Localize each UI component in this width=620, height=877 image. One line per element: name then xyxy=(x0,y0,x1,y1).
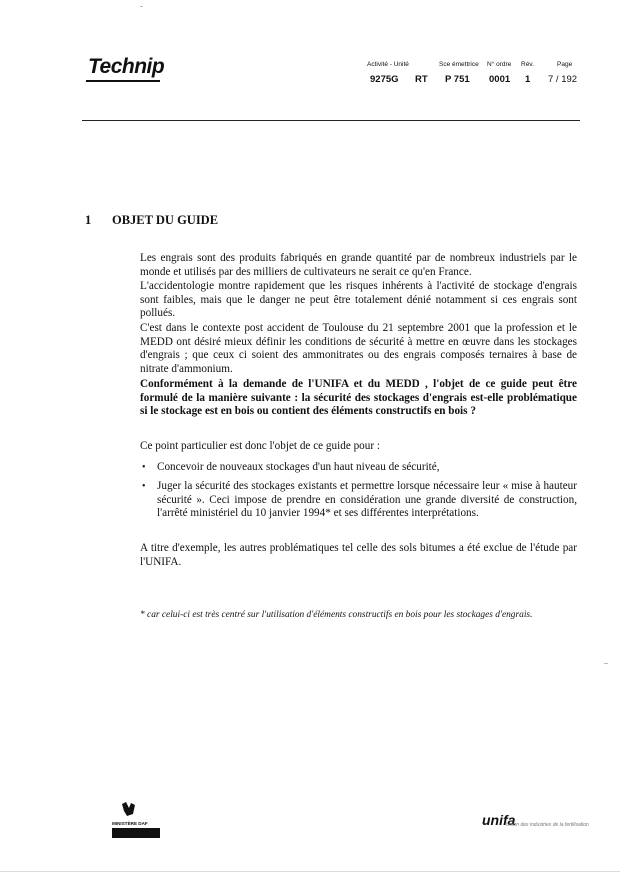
section-title: OBJET DU GUIDE xyxy=(112,213,219,227)
label-page: Page xyxy=(557,61,573,68)
header-rule xyxy=(82,120,580,121)
technip-logo: Technip xyxy=(88,55,165,78)
unifa-logo: unifa xyxy=(482,812,516,828)
scan-artifact xyxy=(0,871,620,872)
scan-artifact xyxy=(140,6,143,7)
unifa-subtitle: Union des industries de la fertilisation xyxy=(506,822,589,828)
paragraph-objet: Conformément à la demande de l'UNIFA et du MEDD , l'objet de ce guide peut être formulé de la manière suivante : la sécurité des stockages d'engrais est-elle problématique si le stockage est en bois ou contient des éléments constructifs en bois ? xyxy=(140,378,577,417)
label-revision: Rév. xyxy=(521,61,534,68)
paragraph-contexte: C'est dans le contexte post accident de Toulouse du 21 septembre 2001 que la profession et le MEDD ont désiré mieux définir les conditions de sécurité à mettre en œuvre dans les stockages d'engrais ; que ceux ci soient des ammonitrates ou des engrais composés ternaires à base de nitrate d'ammonium. xyxy=(140,322,577,375)
paragraph-accidentologie: L'accidentologie montre rapidement que les risques inhérents à l'activité de stockage d'engrais sont faibles, mais que le danger ne peut être totalement dénié notamment si ces engrais sont pollués. xyxy=(140,280,577,319)
scan-artifact xyxy=(604,663,608,664)
value-doc-type: RT xyxy=(415,74,428,85)
value-page: 7 / 192 xyxy=(548,74,578,85)
value-activite-unite: 9275G xyxy=(370,74,399,85)
label-activite-unite: Activité - Unité xyxy=(367,61,409,68)
bullet-item: Concevoir de nouveaux stockages d'un haut niveau de sécurité, xyxy=(157,461,440,473)
section-number: 1 xyxy=(85,213,92,227)
label-numero-ordre: N° ordre xyxy=(487,61,512,68)
value-order-number: 0001 xyxy=(489,74,511,85)
paragraph-exemple: A titre d'exemple, les autres problématiques tel celle des sols bitumes a été exclue de l'étude par l'UNIFA. xyxy=(140,542,577,568)
paragraph-point-particulier: Ce point particulier est donc l'objet de ce guide pour : xyxy=(140,440,380,452)
label-sce-emettrice: Sce émettrice xyxy=(439,61,479,68)
footnote: * car celui-ci est très centré sur l'utilisation d'éléments constructifs en bois pour les stockages d'engrais. xyxy=(140,610,533,620)
bullet-marker: • xyxy=(142,462,146,473)
bullet-marker: • xyxy=(142,481,146,492)
ministry-emblem xyxy=(112,800,162,845)
ministry-label: MINISTÈRE DAF xyxy=(112,821,148,826)
value-revision: 1 xyxy=(525,74,531,85)
bullet-item: Juger la sécurité des stockages existants et permettre lorsque nécessaire leur « mise à hauteur sécurité ». Ceci impose de prendre en considération une grande diversité de construction, l'arrêté ministériel du 10 janvier 1994* et ses différentes interprétations. xyxy=(157,480,577,519)
ministry-emblem-icon xyxy=(112,800,162,840)
paragraph-intro: Les engrais sont des produits fabriqués en grande quantité par de nombreux industriels par le monde et utilisés par des milliers de cultivateurs ne serait ce qu'en France. xyxy=(140,252,577,278)
value-service: P 751 xyxy=(445,74,470,85)
logo-underline xyxy=(86,80,160,82)
